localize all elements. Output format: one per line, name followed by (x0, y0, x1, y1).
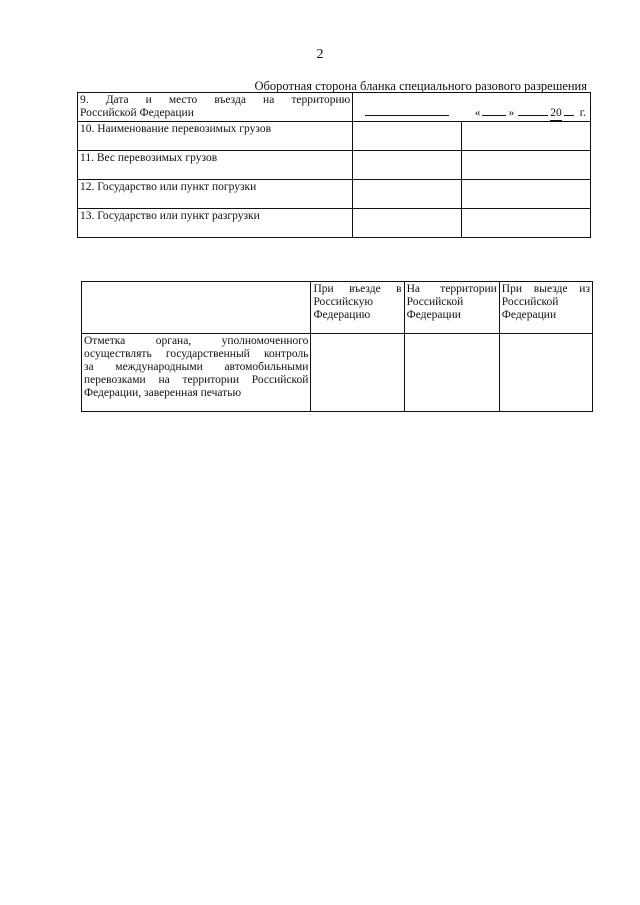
permit-details-table (77, 92, 591, 238)
label-line: Отметка органа, уполномоченного (84, 335, 309, 347)
table-row (82, 334, 593, 412)
header-territory (404, 282, 499, 334)
table-row (78, 93, 591, 122)
header-line: На территории (406, 283, 497, 295)
label-line: осуществлять государственный контроль (84, 348, 309, 360)
cargo-weight-label: 11. Вес перевозимых грузов (78, 151, 353, 180)
cargo-weight-cell-1[interactable] (353, 151, 462, 180)
cargo-name-cell-1[interactable] (353, 122, 462, 151)
close-quote: » (508, 107, 515, 119)
header-line: При въезде в (313, 283, 402, 295)
cargo-name-cell-2[interactable] (462, 122, 591, 151)
header-exit (499, 282, 592, 334)
control-mark-label (82, 334, 311, 412)
entry-date-place-label (78, 93, 353, 122)
month-blank (518, 105, 548, 116)
table-row (78, 122, 591, 151)
date-group (475, 105, 586, 121)
open-quote: « (474, 107, 481, 119)
entry-date-field[interactable] (353, 93, 591, 122)
place-blank (365, 105, 449, 116)
label-line: 9. Дата и место въезда на территорию (80, 94, 351, 106)
territory-mark-cell[interactable] (404, 334, 499, 412)
page-number: 2 (316, 47, 324, 62)
header-line: Российской (501, 296, 559, 308)
table-row (78, 209, 591, 238)
year-prefix: 20 (550, 107, 562, 119)
label-line: перевозками на территории Российской (84, 374, 309, 386)
header-line: Российскую (313, 296, 373, 308)
table-row (82, 282, 593, 334)
header-line: Федерации (501, 309, 557, 321)
label-line: за международными автомобильными (84, 361, 309, 373)
loading-point-cell-1[interactable] (353, 180, 462, 209)
year-blank (564, 105, 574, 116)
cargo-weight-cell-2[interactable] (462, 151, 591, 180)
year-suffix: г. (579, 107, 586, 119)
loading-point-label: 12. Государство или пункт погрузки (78, 180, 353, 209)
header-line: При выезде из (501, 283, 590, 295)
label-line: Российской Федерации (80, 107, 194, 119)
loading-point-cell-2[interactable] (462, 180, 591, 209)
date-line (365, 105, 586, 121)
day-blank (482, 105, 506, 116)
unloading-point-cell-2[interactable] (462, 209, 591, 238)
unloading-point-label: 13. Государство или пункт разгрузки (78, 209, 353, 238)
table-row (78, 180, 591, 209)
header-line: Федерации (406, 309, 461, 321)
header-entry (311, 282, 404, 334)
unloading-point-cell-1[interactable] (353, 209, 462, 238)
cargo-name-label: 10. Наименование перевозимых грузов (78, 122, 353, 151)
empty-header-cell (82, 282, 311, 334)
header-line: Российской (406, 296, 464, 308)
form-caption: Оборотная сторона бланка специального разового разрешения (254, 79, 587, 93)
control-marks-table (81, 281, 593, 412)
table-row (78, 151, 591, 180)
header-line: Федерацию (313, 309, 371, 321)
label-line: Федерации, заверенная печатью (84, 387, 242, 399)
entry-mark-cell[interactable] (311, 334, 404, 412)
exit-mark-cell[interactable] (499, 334, 592, 412)
